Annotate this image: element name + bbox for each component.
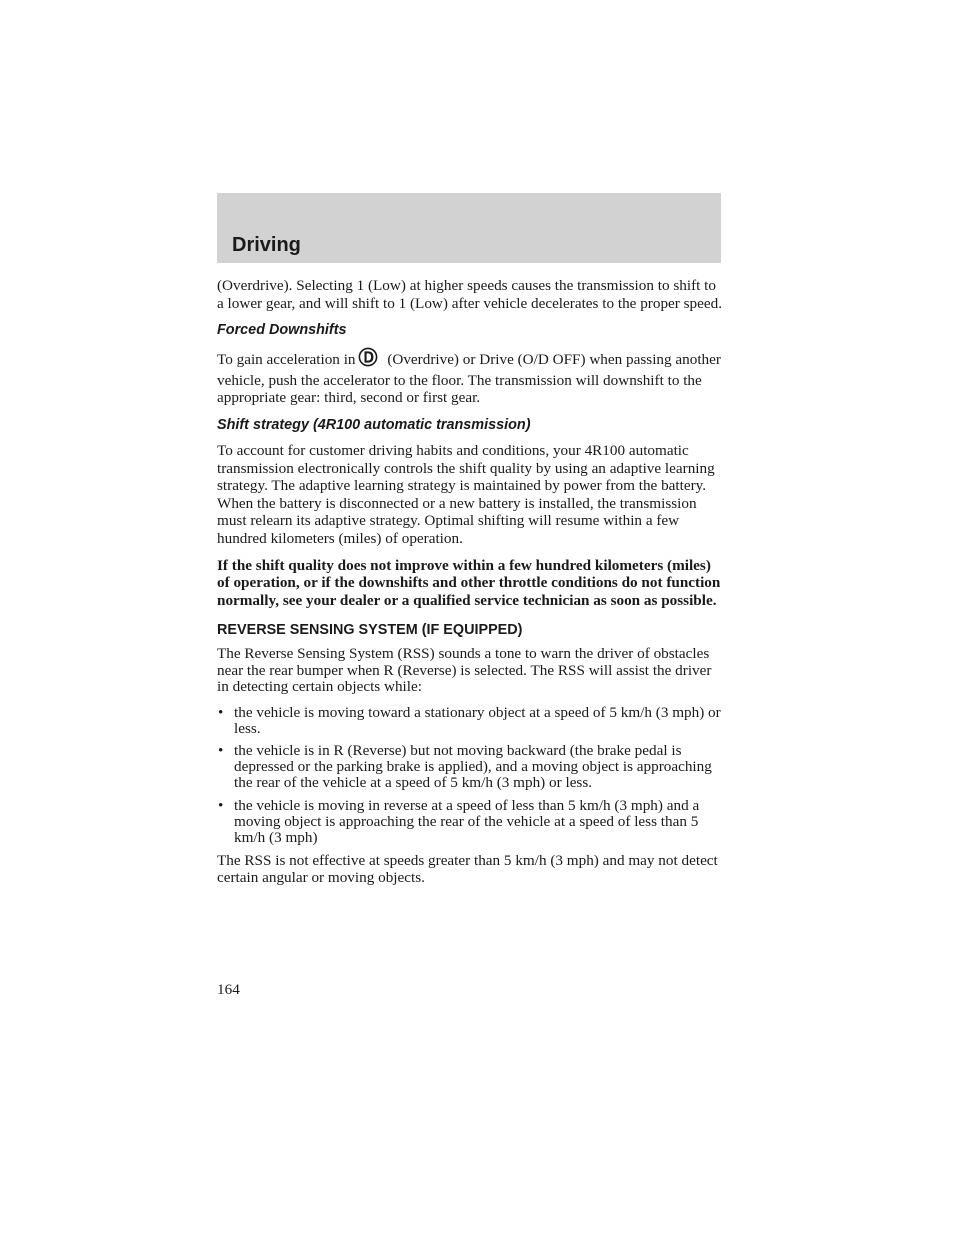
- list-item: • the vehicle is in R (Reverse) but not moving backward (the brake pedal is depressed or the parking brake is applied), and a moving object is approaching the rear of the vehicle at a speed of 5 km/h (3 mph) or less.: [218, 741, 712, 792]
- forced-downshifts-text-after: (Overdrive) or Drive (O/D OFF) when passing another vehicle, push the accelerator to the floor. The transmission will downshift to the appropriate gear: third, second or first gear.: [217, 351, 721, 407]
- forced-downshifts-paragraph: [217, 347, 723, 407]
- reverse-sensing-heading: REVERSE SENSING SYSTEM (IF EQUIPPED): [217, 622, 523, 639]
- list-item-text: the vehicle is in R (Reverse) but not moving backward (the brake pedal is depressed or the parking brake is applied), and a moving object is approaching the rear of the vehicle at a speed of 5 km/h (3 mph) or less.: [234, 741, 712, 792]
- reverse-sensing-closing: The RSS is not effective at speeds greater than 5 km/h (3 mph) and may not detect certain angular or moving objects.: [217, 852, 718, 886]
- shift-strategy-paragraph: To account for customer driving habits and conditions, your 4R100 automatic transmission electronically controls the shift quality by using an adaptive learning strategy. The adaptive learning strategy is maintained by power from the battery. When the battery is disconnected or a new battery is installed, the transmission must relearn its adaptive strategy. Optimal shifting will resume within a few hundred kilometers (miles) of operation.: [217, 441, 715, 547]
- section-header-band: [217, 193, 721, 263]
- page-content: [217, 277, 723, 895]
- page-number: 164: [217, 981, 240, 998]
- list-item: • the vehicle is moving in reverse at a speed of less than 5 km/h (3 mph) and a moving object is approaching the rear of the vehicle at a speed of less than 5 km/h (3 mph): [218, 796, 700, 846]
- list-item-text: the vehicle is moving in reverse at a speed of less than 5 km/h (3 mph) and a moving object is approaching the rear of the vehicle at a speed of less than 5 km/h (3 mph): [234, 796, 700, 846]
- shift-strategy-heading: Shift strategy (4R100 automatic transmission): [217, 416, 531, 433]
- section-title: Driving: [232, 234, 301, 256]
- list-item: • the vehicle is moving toward a stationary object at a speed of 5 km/h (3 mph) or less.: [218, 703, 721, 737]
- overdrive-d-icon: [358, 347, 380, 372]
- reverse-sensing-intro: The Reverse Sensing System (RSS) sounds a tone to warn the driver of obstacles near the rear bumper when R (Reverse) is selected. The RSS will assist the driver in detecting certain objects while:: [217, 645, 712, 696]
- intro-paragraph: (Overdrive). Selecting 1 (Low) at higher speeds causes the transmission to shift to a lower gear, and will shift to 1 (Low) after vehicle decelerates to the proper speed.: [217, 277, 723, 312]
- forced-downshifts-heading: Forced Downshifts: [217, 322, 347, 339]
- reverse-sensing-bullet-list: [217, 705, 723, 847]
- list-item-text: the vehicle is moving toward a stationary object at a speed of 5 km/h (3 mph) or less.: [234, 703, 721, 737]
- forced-downshifts-text-before: To gain acceleration in: [217, 351, 356, 369]
- shift-strategy-warning: If the shift quality does not improve within a few hundred kilometers (miles) of operation, or if the downshifts and other throttle conditions do not function normally, see your dealer or a qualified service technician as soon as possible.: [217, 556, 721, 609]
